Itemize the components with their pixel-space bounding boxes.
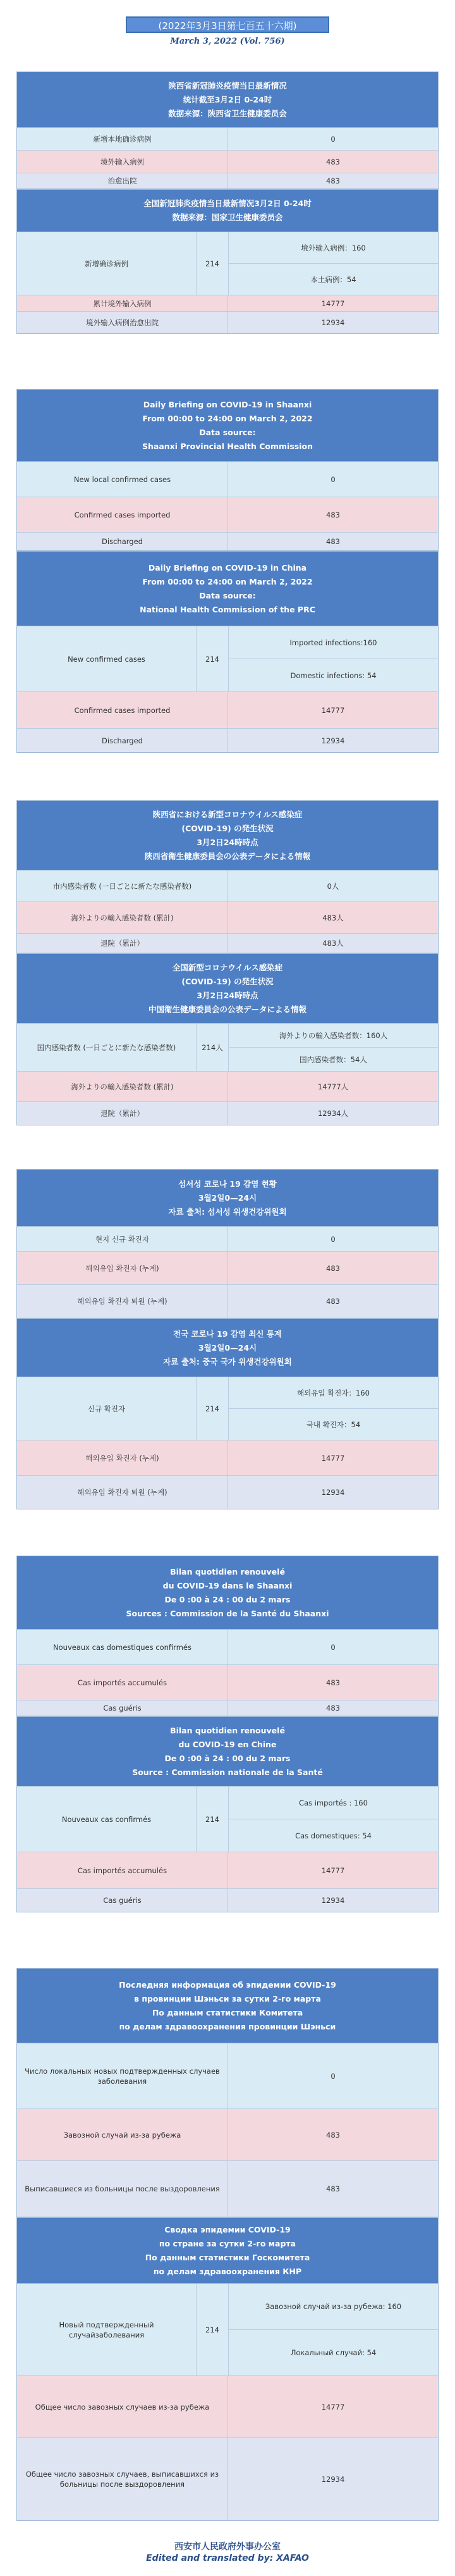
table-en-shaanxi xyxy=(16,389,439,551)
table-ja-shaanxi xyxy=(16,800,439,953)
table-fr-shaanxi xyxy=(16,1556,439,1716)
table-row: Cas guéris 12934 xyxy=(17,1889,438,1912)
table-row: 해외유입 확진자 (누계) 14777 xyxy=(17,1440,438,1476)
table-row: Завозной случай из-за рубежа 483 xyxy=(17,2109,438,2161)
table-row: Nouveaux cas domestiques confirmés 0 xyxy=(17,1630,438,1665)
table-title: Последняя информация об эпидемии COVID-19 в провинции Шэньси за сутки 2-го марта По данным статистики Комитета по делам здравоохранения провинции Шэньси xyxy=(17,1969,438,2043)
table-ko-china xyxy=(16,1318,439,1509)
table-ko-shaanxi xyxy=(16,1169,439,1318)
table-row: 市内感染者数 (一日ごとに新たな感染者数) 0人 xyxy=(17,870,438,902)
table-row: 退院（累計） 483人 xyxy=(17,934,438,953)
table-ru-china xyxy=(16,2217,439,2521)
table-title: 섬서성 코로나 19 감염 현황 3월2일0—24시 자료 출처: 섬서성 위생건강위원회 xyxy=(17,1170,438,1227)
table-row: Cas importés accumulés 483 xyxy=(17,1665,438,1700)
section-ja xyxy=(16,800,439,1125)
table-title: Daily Briefing on COVID-19 in Shaanxi From 00:00 to 24:00 on March 2, 2022 Data source: Shaanxi Provincial Health Commission xyxy=(17,390,438,462)
table-row: 海外よりの輸入感染者数 (累計) 483人 xyxy=(17,902,438,934)
table-title: Bilan quotidien renouvelé du COVID-19 en Chine De 0 :00 à 24 : 00 du 2 mars Source : Commission nationale de la Santé xyxy=(17,1717,438,1786)
table-zh-china xyxy=(16,189,439,334)
section-ko xyxy=(16,1169,439,1509)
table-row-new-cases: New confirmed cases 214 Imported infections:160 Domestic infections: 54 xyxy=(17,626,438,692)
table-ru-shaanxi xyxy=(16,1968,439,2217)
table-row: Cas guéris 483 xyxy=(17,1700,438,1716)
table-row: 해외유입 확진자 퇴원 (누계) 12934 xyxy=(17,1476,438,1509)
table-title: Сводка эпидемии COVID-19 по стране за сутки 2-го марта По данным статистики Госкомитета по делам здравоохранения КНР xyxy=(17,2218,438,2284)
table-title: Daily Briefing on COVID-19 in China From 00:00 to 24:00 on March 2, 2022 Data source: National Health Commission of the PRC xyxy=(17,552,438,626)
table-row: 境外输入病例治愈出院 12934 xyxy=(17,312,438,333)
issue-date-badge: (2022年3月3日第七百五十六期) xyxy=(126,16,329,33)
table-row: 新增本地确诊病例 0 xyxy=(17,128,438,151)
table-row-new-cases: 国内感染者数 (一日ごとに新たな感染者数) 214人 海外よりの輸入感染者数：160人 国内感染者数：54人 xyxy=(17,1024,438,1072)
table-row: Cas importés accumulés 14777 xyxy=(17,1852,438,1889)
table-row: Confirmed cases imported 14777 xyxy=(17,692,438,729)
table-row: 境外输入病例 483 xyxy=(17,151,438,173)
table-row: Общее число завозных случаев, выписавшихся из больницы после выздоровления 12934 xyxy=(17,2438,438,2520)
table-row: Число локальных новых подтвержденных случаев заболевания 0 xyxy=(17,2043,438,2109)
table-row-new-cases: 新增确诊病例 214 境外输入病例：160 本土病例：54 xyxy=(17,232,438,295)
issue-date-en: March 3, 2022 (Vol. 756) xyxy=(170,37,285,46)
table-row-new-cases: Nouveaux cas confirmés 214 Cas importés : 160 Cas domestiques: 54 xyxy=(17,1786,438,1852)
table-row-new-cases: Новый подтвержденный случайзаболевания 214 Завозной случай из-за рубежа: 160 Локальный случай: 54 xyxy=(17,2284,438,2376)
section-ru xyxy=(16,1968,439,2521)
table-row-new-cases: 신규 확진자 214 해외유입 확진자：160 국내 확진자：54 xyxy=(17,1377,438,1440)
table-row: 治愈出院 483 xyxy=(17,173,438,189)
table-title: 전국 코로나 19 감염 최신 통계 3월2일0—24시 자료 출처: 중국 국가 위생건강위원회 xyxy=(17,1319,438,1377)
section-zh xyxy=(16,71,439,334)
table-row: New local confirmed cases 0 xyxy=(17,462,438,497)
table-row: 累计境外输入病例 14777 xyxy=(17,295,438,312)
table-en-china xyxy=(16,551,439,753)
table-row: Confirmed cases imported 483 xyxy=(17,497,438,533)
table-row: 海外よりの輸入感染者数 (累計) 14777人 xyxy=(17,1072,438,1102)
table-title: 全国新冠肺炎疫情当日最新情况3月2日 0-24时 数据来源：国家卫生健康委员会 xyxy=(17,190,438,232)
table-row: 현지 신규 확진자 0 xyxy=(17,1227,438,1252)
table-title: 全国新型コロナウイルス感染症 (COVID-19) の発生状況 3月2日24時時点 中国衛生健康委員会の公表データによる情報 xyxy=(17,954,438,1024)
table-zh-shaanxi xyxy=(16,71,439,189)
footer-credit: Edited and translated by: XAFAO xyxy=(146,2553,309,2563)
table-title: 陕西省新冠肺炎疫情当日最新情况 统计截至3月2日 0-24时 数据来源：陕西省卫生健康委员会 xyxy=(17,72,438,128)
table-row: 해외유입 확진자 퇴원 (누계) 483 xyxy=(17,1285,438,1318)
table-row: Discharged 483 xyxy=(17,533,438,550)
table-row: 해외유입 확진자 (누계) 483 xyxy=(17,1252,438,1285)
table-row: Выписавшиеся из больницы после выздоровления 483 xyxy=(17,2161,438,2217)
table-row: Общее число завозных случаев из-за рубежа 14777 xyxy=(17,2376,438,2438)
table-title: 陝西省における新型コロナウイルス感染症 (COVID-19) の発生状況 3月2日24時時点 陝西省衛生健康委員会の公表データによる情報 xyxy=(17,801,438,870)
table-fr-china xyxy=(16,1716,439,1912)
table-row: Discharged 12934 xyxy=(17,729,438,752)
section-en xyxy=(16,389,439,753)
footer-office: 西安市人民政府外事办公室 xyxy=(174,2542,281,2552)
section-fr xyxy=(16,1556,439,1912)
table-title: Bilan quotidien renouvelé du COVID-19 dans le Shaanxi De 0 :00 à 24 : 00 du 2 mars Sources : Commission de la Santé du Shaanxi xyxy=(17,1556,438,1630)
table-row: 退院（累計） 12934人 xyxy=(17,1102,438,1125)
table-ja-china xyxy=(16,953,439,1125)
